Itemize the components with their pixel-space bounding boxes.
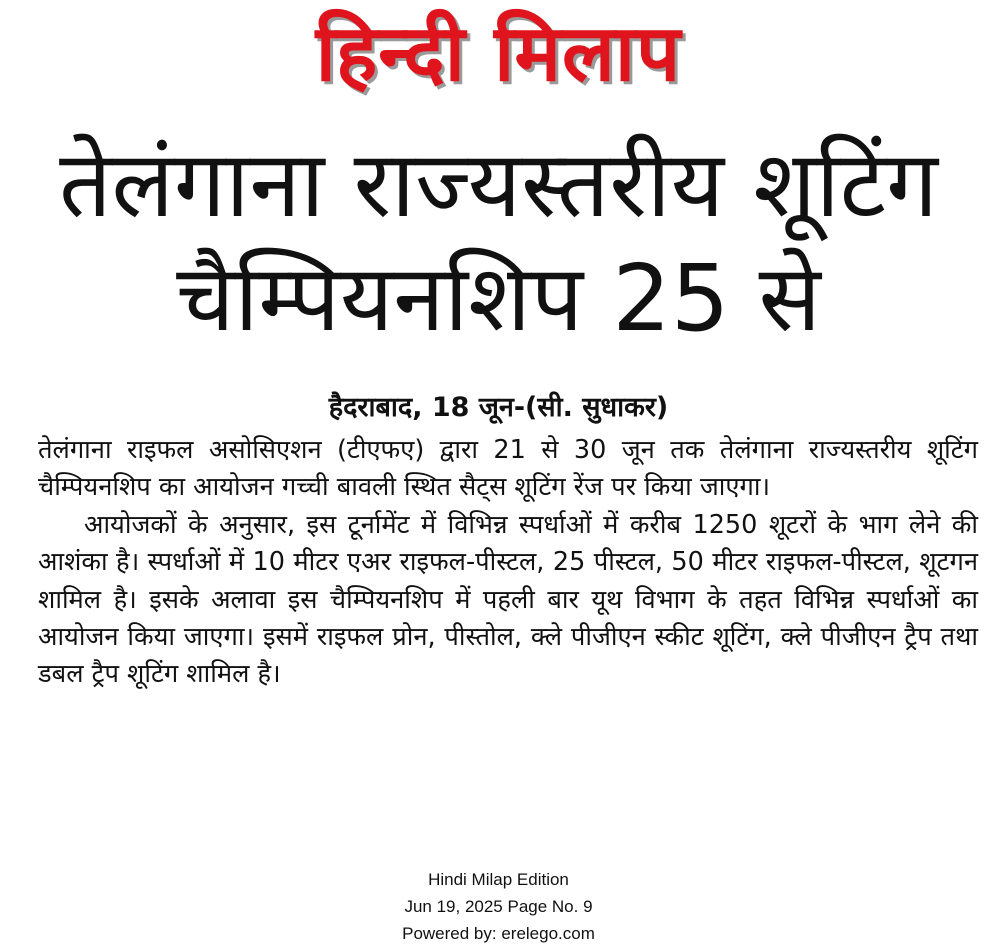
article-body xyxy=(38,432,978,694)
article-paragraph-1: तेलंगाना राइफल असोसिएशन (टीएफए) द्वारा 21 से 30 जून तक तेलंगाना राज्यस्तरीय शूटिंग चैम्पियनशिप का आयोजन गच्ची बावली स्थित सैट्स शूटिंग रेंज पर किया जाएगा। xyxy=(38,435,978,503)
article-paragraph-2: आयोजकों के अनुसार, इस टूर्नामेंट में विभिन्न स्पर्धाओं में करीब 1250 शूटरों के भाग लेने की आशंका है। स्पर्धाओं में 10 मीटर एअर राइफल-पीस्टल, 25 पीस्टल, 50 मीटर राइफल-पीस्टल, शूटगन शामिल है। इसके अलावा इस चैम्पियनशिप में पहली बार यूथ विभाग के तहत विभिन्न स्पर्धाओं का आयोजन किया जाएगा। इसमें राइफल प्रोन, पीस्तोल, क्ले पीजीएन स्कीट शूटिंग, क्ले पीजीएन ट्रैप तथा डबल ट्रैप शूटिंग शामिल है। xyxy=(38,509,978,690)
newspaper-logo: हिन्दी मिलाप xyxy=(315,9,682,99)
dateline: हैदराबाद, 18 जून-(सी. सुधाकर) xyxy=(328,392,669,423)
edition-name: Hindi Milap Edition xyxy=(428,870,569,889)
powered-by: Powered by: erelego.com xyxy=(402,924,595,943)
edition-footer xyxy=(0,866,997,947)
headline-line-1: तेलंगाना राज्यस्तरीय शूटिंग xyxy=(59,131,938,238)
edition-date-page: Jun 19, 2025 Page No. 9 xyxy=(404,897,593,916)
headline-line-2: चैम्पियनशिप 25 से xyxy=(176,245,821,352)
